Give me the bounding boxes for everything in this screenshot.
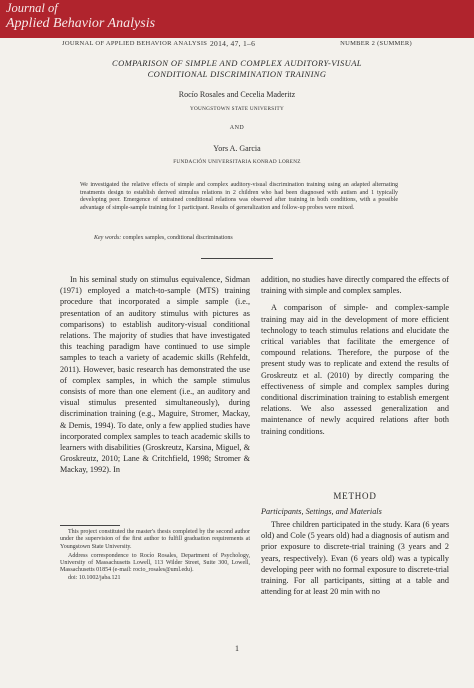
right-column	[261, 274, 449, 437]
footnote-correspondence: Address correspondence to Rocío Rosales, Department of Psychology, University of Massachusetts Lowell, 113 Wilder Street, Suite 300, Lowell, Massachusetts 01854 (e-mail: rocio_rosales@uml.edu).	[60, 552, 250, 574]
left-column	[60, 274, 250, 476]
title-line-1: COMPARISON OF SIMPLE AND COMPLEX AUDITORY-VISUAL	[112, 58, 362, 68]
affiliation-1: YOUNGSTOWN STATE UNIVERSITY	[189, 106, 285, 112]
page-number: 1	[235, 644, 239, 653]
affiliation-2: FUNDACIÓN UNIVERSITARIA KONRAD LORENZ	[173, 159, 301, 165]
running-head-number: NUMBER 2 (SUMMER)	[340, 40, 412, 47]
author-conjunction: AND	[229, 125, 245, 131]
abstract: We investigated the relative effects of simple and complex auditory-visual discrimination training using an adapted alternating treatments design to establish derived stimulus relations in 2 children who had been diagnosed with autism and 1 typically developing peer. Emergence of untrained conditional relations was observed after training in both conditions, with a possible advantage of simple-sample training for 1 participant. Results of generalization and follow-up probes were mixed.	[80, 182, 398, 211]
keywords-text: complex samples, conditional discriminations	[122, 235, 233, 241]
footnote-thesis: This project constituted the master's thesis completed by the second author under the supervision of the first author to fulfill graduation requirements at Youngstown State University.	[60, 529, 250, 550]
keywords-label: Key words:	[94, 235, 122, 241]
body-paragraph-continued: addition, no studies have directly compared the effects of training with simple and complex samples.	[261, 275, 449, 296]
footnote-rule	[60, 525, 120, 526]
author-line-2: Yors A. Garcia	[213, 144, 261, 153]
keywords	[94, 235, 233, 241]
right-column-lower	[261, 519, 449, 597]
running-head-volume: 2014, 47, 1–6	[210, 39, 256, 48]
section-divider	[201, 258, 273, 259]
footnotes	[60, 529, 250, 582]
title-line-2: CONDITIONAL DISCRIMINATION TRAINING	[147, 69, 327, 79]
running-head	[62, 40, 412, 50]
body-paragraph-participants: Three children participated in the study. Kara (6 years old) and Cole (5 years old) had a diagnosis of autism and prior exposure to discrete-trial training (3 years and 2 years, respectively). Evan (6 years old) was a typically developing peer with no formal exposure to discrete-trial training. For all participants, sitting at a table and attending for at least 20 min with no	[261, 520, 449, 597]
journal-banner	[0, 0, 474, 38]
banner-line-2: Applied Behavior Analysis	[6, 16, 156, 31]
banner-line-1: Journal of	[6, 1, 58, 15]
running-head-journal: JOURNAL OF APPLIED BEHAVIOR ANALYSIS	[62, 40, 208, 47]
body-paragraph-purpose: A comparison of simple- and complex-sample training may aid in the development of more efficient technology to teach stimulus relations and elucidate the critical variables that facilitate the emergence of compound relations. Therefore, the purpose of the present study was to replicate and extend the results of Groskreutz et al. (2010) by directly comparing the effectiveness of simple and complex samples during conditional discrimination training to establish emergent relations. We also assessed generalization and maintenance of newly acquired relations after both training conditions.	[261, 303, 449, 436]
author-line-1: Rocío Rosales and Cecelia Maderitz	[178, 90, 296, 99]
method-heading: METHOD	[333, 491, 377, 501]
participants-subheading: Participants, Settings, and Materials	[261, 507, 382, 516]
footnote-doi: doi: 10.1002/jaba.121	[68, 574, 121, 581]
article-title	[0, 58, 474, 80]
body-paragraph-intro: In his seminal study on stimulus equivalence, Sidman (1971) employed a match-to-sample (MTS) training procedure that incorporated a simple sample (i.e., presentation of an auditory stimulus with pictures as comparisons) to establish auditory-visual conditional relations. The majority of studies that have investigated this teaching paradigm have continued to use simple samples to teach a variety of academic skills (Rehfeldt, 2011). However, basic research has demonstrated the use of complex samples, in which the sample stimulus consists of more than one element (i.e., an auditory and visual stimulus presented simultaneously), during discrimination training (e.g., Maguire, Stromer, Mackay, & Demis, 1994). To date, only a few applied studies have incorporated complex samples to teach academic skills to learners with disabilities (Groskreutz, Karsina, Miguel, & Groskreutz, 2010; Lane & Critchfield, 1998; Stromer & Mackay, 1992). In	[60, 275, 250, 475]
